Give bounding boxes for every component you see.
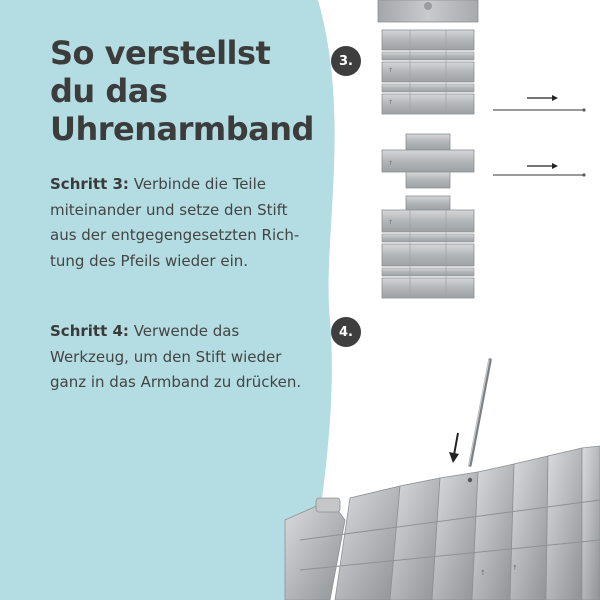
title-line: du das bbox=[50, 72, 168, 110]
pin-tool bbox=[469, 360, 490, 465]
step-3-text-line: aus der entgegengesetzten Rich- bbox=[50, 226, 300, 244]
step-3-badge: 3. bbox=[331, 46, 361, 76]
arrow-right-icon bbox=[527, 95, 558, 101]
svg-text:↑: ↑ bbox=[388, 219, 394, 226]
arrow-down-icon bbox=[449, 433, 459, 463]
svg-text:↑: ↑ bbox=[512, 564, 518, 572]
step-3-text-line: miteinander und setze den Stift bbox=[50, 200, 288, 219]
pin-upper bbox=[493, 108, 586, 111]
svg-text:↑: ↑ bbox=[388, 99, 394, 106]
step-4-text-line: Verwende das bbox=[133, 322, 240, 340]
title-line: So verstellst bbox=[50, 34, 271, 72]
step-4-text-line: Werkzeug, um den Stift wieder bbox=[50, 347, 282, 366]
svg-text:↑: ↑ bbox=[388, 160, 394, 167]
step-4-text-line: ganz in das Armband zu drücken. bbox=[50, 373, 302, 391]
svg-text:↑: ↑ bbox=[388, 67, 394, 74]
title-line: Uhrenarmband bbox=[50, 110, 314, 148]
step-4-label: Schritt 4: bbox=[50, 322, 129, 340]
step-4-badge: 4. bbox=[331, 317, 361, 347]
band-segment-bottom bbox=[382, 196, 474, 298]
band-angled bbox=[285, 446, 600, 600]
svg-text:↑: ↑ bbox=[480, 569, 486, 577]
band-link-middle bbox=[382, 134, 474, 188]
pin-lower bbox=[493, 173, 586, 176]
arrow-right-icon bbox=[527, 163, 558, 169]
step-3-text-line: Verbinde die Teile bbox=[133, 175, 267, 193]
step-3-label: Schritt 3: bbox=[50, 175, 129, 193]
band-segment-top bbox=[378, 0, 478, 114]
step-3-text-line: tung des Pfeils wieder ein. bbox=[50, 251, 249, 270]
